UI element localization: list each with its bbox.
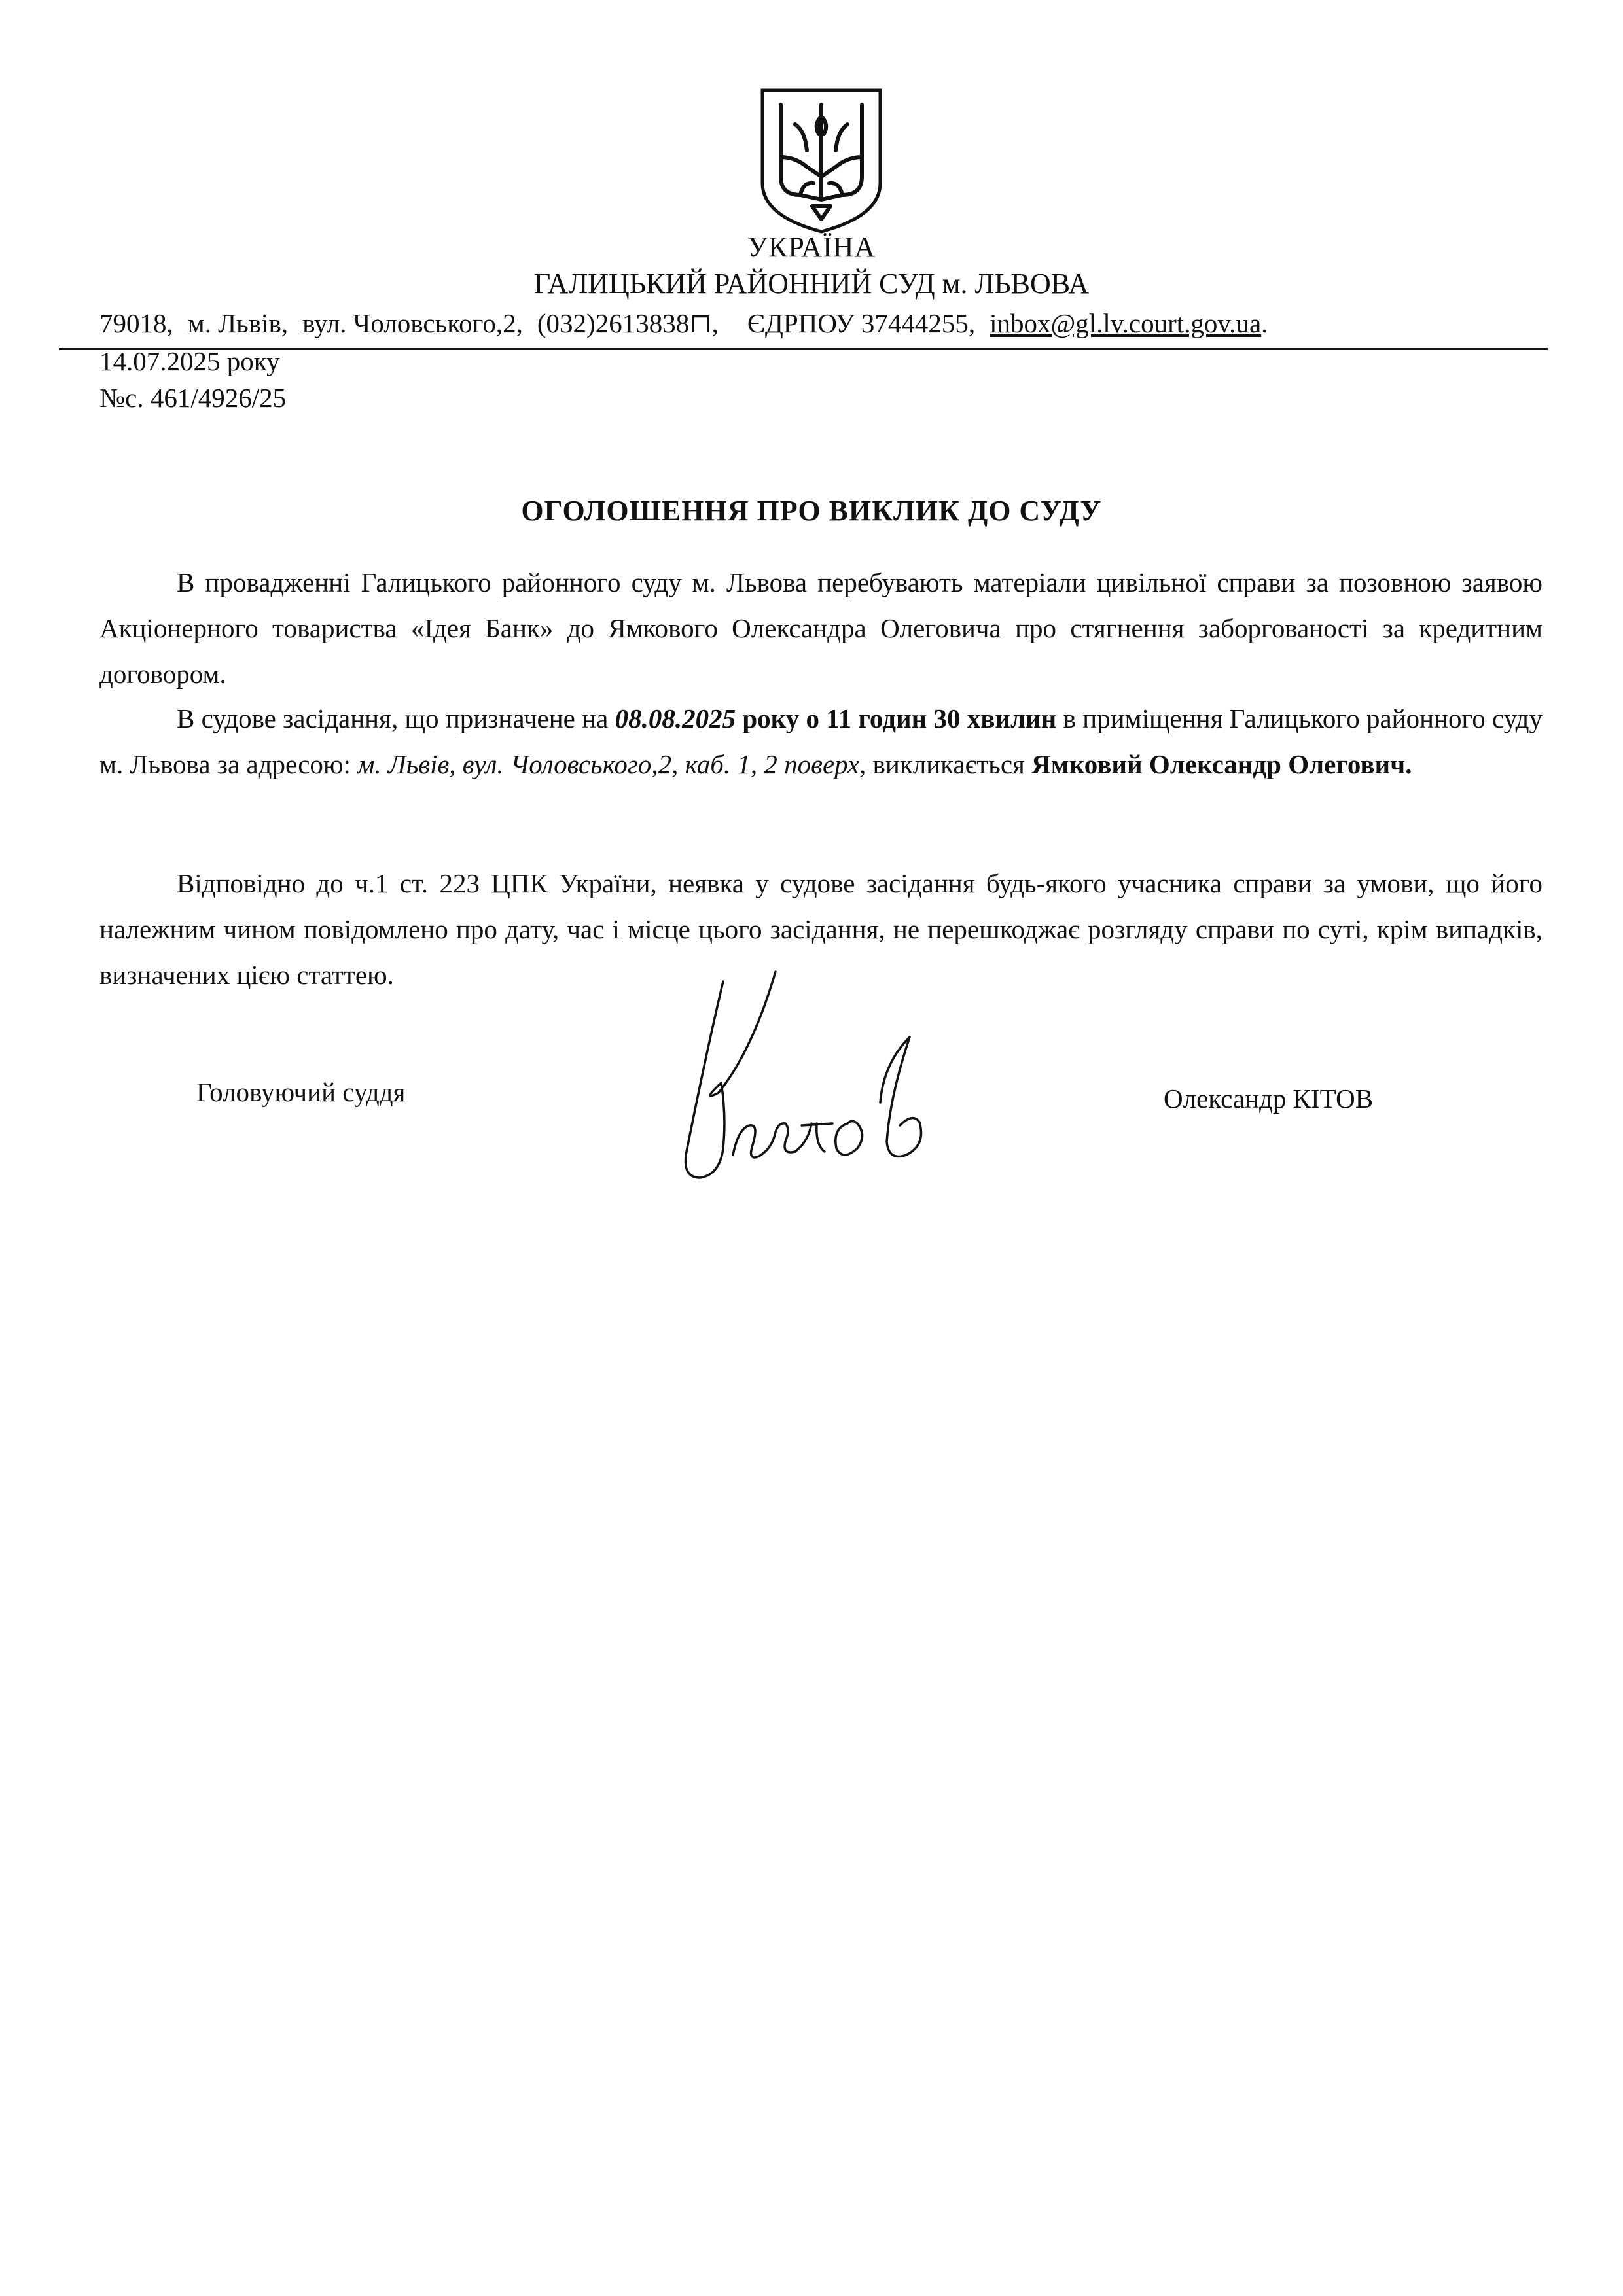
- hearing-date: 08.08.2025: [615, 703, 736, 733]
- country-heading: УКРАЇНА: [747, 231, 876, 263]
- judge-signature: [661, 952, 1001, 1201]
- document-title: ОГОЛОШЕННЯ ПРО ВИКЛИК ДО СУДУ: [521, 495, 1102, 527]
- postcode: 79018,: [99, 308, 173, 338]
- hearing-time: року о 11 годин 30 хвилин: [736, 703, 1057, 733]
- phone-number: (032)2613838⊓,: [537, 308, 719, 338]
- summons-verb: викликається: [866, 749, 1032, 779]
- hearing-intro: В судове засідання, що призначене на: [177, 703, 615, 733]
- defendant-name: Ямковий Олександр Олегович.: [1031, 749, 1412, 779]
- court-contacts: [99, 308, 1268, 339]
- contacts-period: .: [1261, 308, 1268, 338]
- email-link[interactable]: inbox@gl.lv.court.gov.ua: [990, 308, 1262, 338]
- court-heading: ГАЛИЦЬКИЙ РАЙОННИЙ СУД м. ЛЬВОВА: [533, 268, 1090, 300]
- paragraph-proceedings: В провадженні Галицького районного суду м. Львова перебувають матеріали цивільної справи за позовною заявою Акціонерного товариства «Ідея Банк» до Ямкового Олександра Олеговича про стягнення заборгованості за кредитним договором.: [99, 567, 1543, 689]
- edrpou-code: ЄДРПОУ 37444255,: [747, 308, 976, 338]
- case-number: №с. 461/4926/25: [99, 383, 287, 413]
- hearing-location-intro: в приміщення Галицького районного суду м. Львова за адресою:: [99, 703, 1543, 779]
- paragraph-legal-notice: Відповідно до ч.1 ст. 223 ЦПК України, неявка у судове засідання будь-якого учасника справи за умови, що його належним чином повідомлено про дату, час і місце цього засідання, не перешкоджає розгляду справи по суті, крім випадків, визначених цією статтею.: [99, 868, 1543, 990]
- judge-name: Олександр КІТОВ: [1164, 1084, 1374, 1114]
- street-address: вул. Чоловського,2,: [302, 308, 523, 338]
- judge-role: Головуючий суддя: [196, 1077, 406, 1107]
- header-divider: [59, 348, 1548, 350]
- city: м. Львів,: [187, 308, 289, 338]
- paragraph-hearing: [99, 696, 1543, 787]
- document-date: 14.07.2025 року: [99, 346, 280, 376]
- hearing-address: м. Львів, вул. Чоловського,2, каб. 1, 2 поверх,: [357, 749, 866, 779]
- coat-of-arms-emblem: [756, 85, 887, 236]
